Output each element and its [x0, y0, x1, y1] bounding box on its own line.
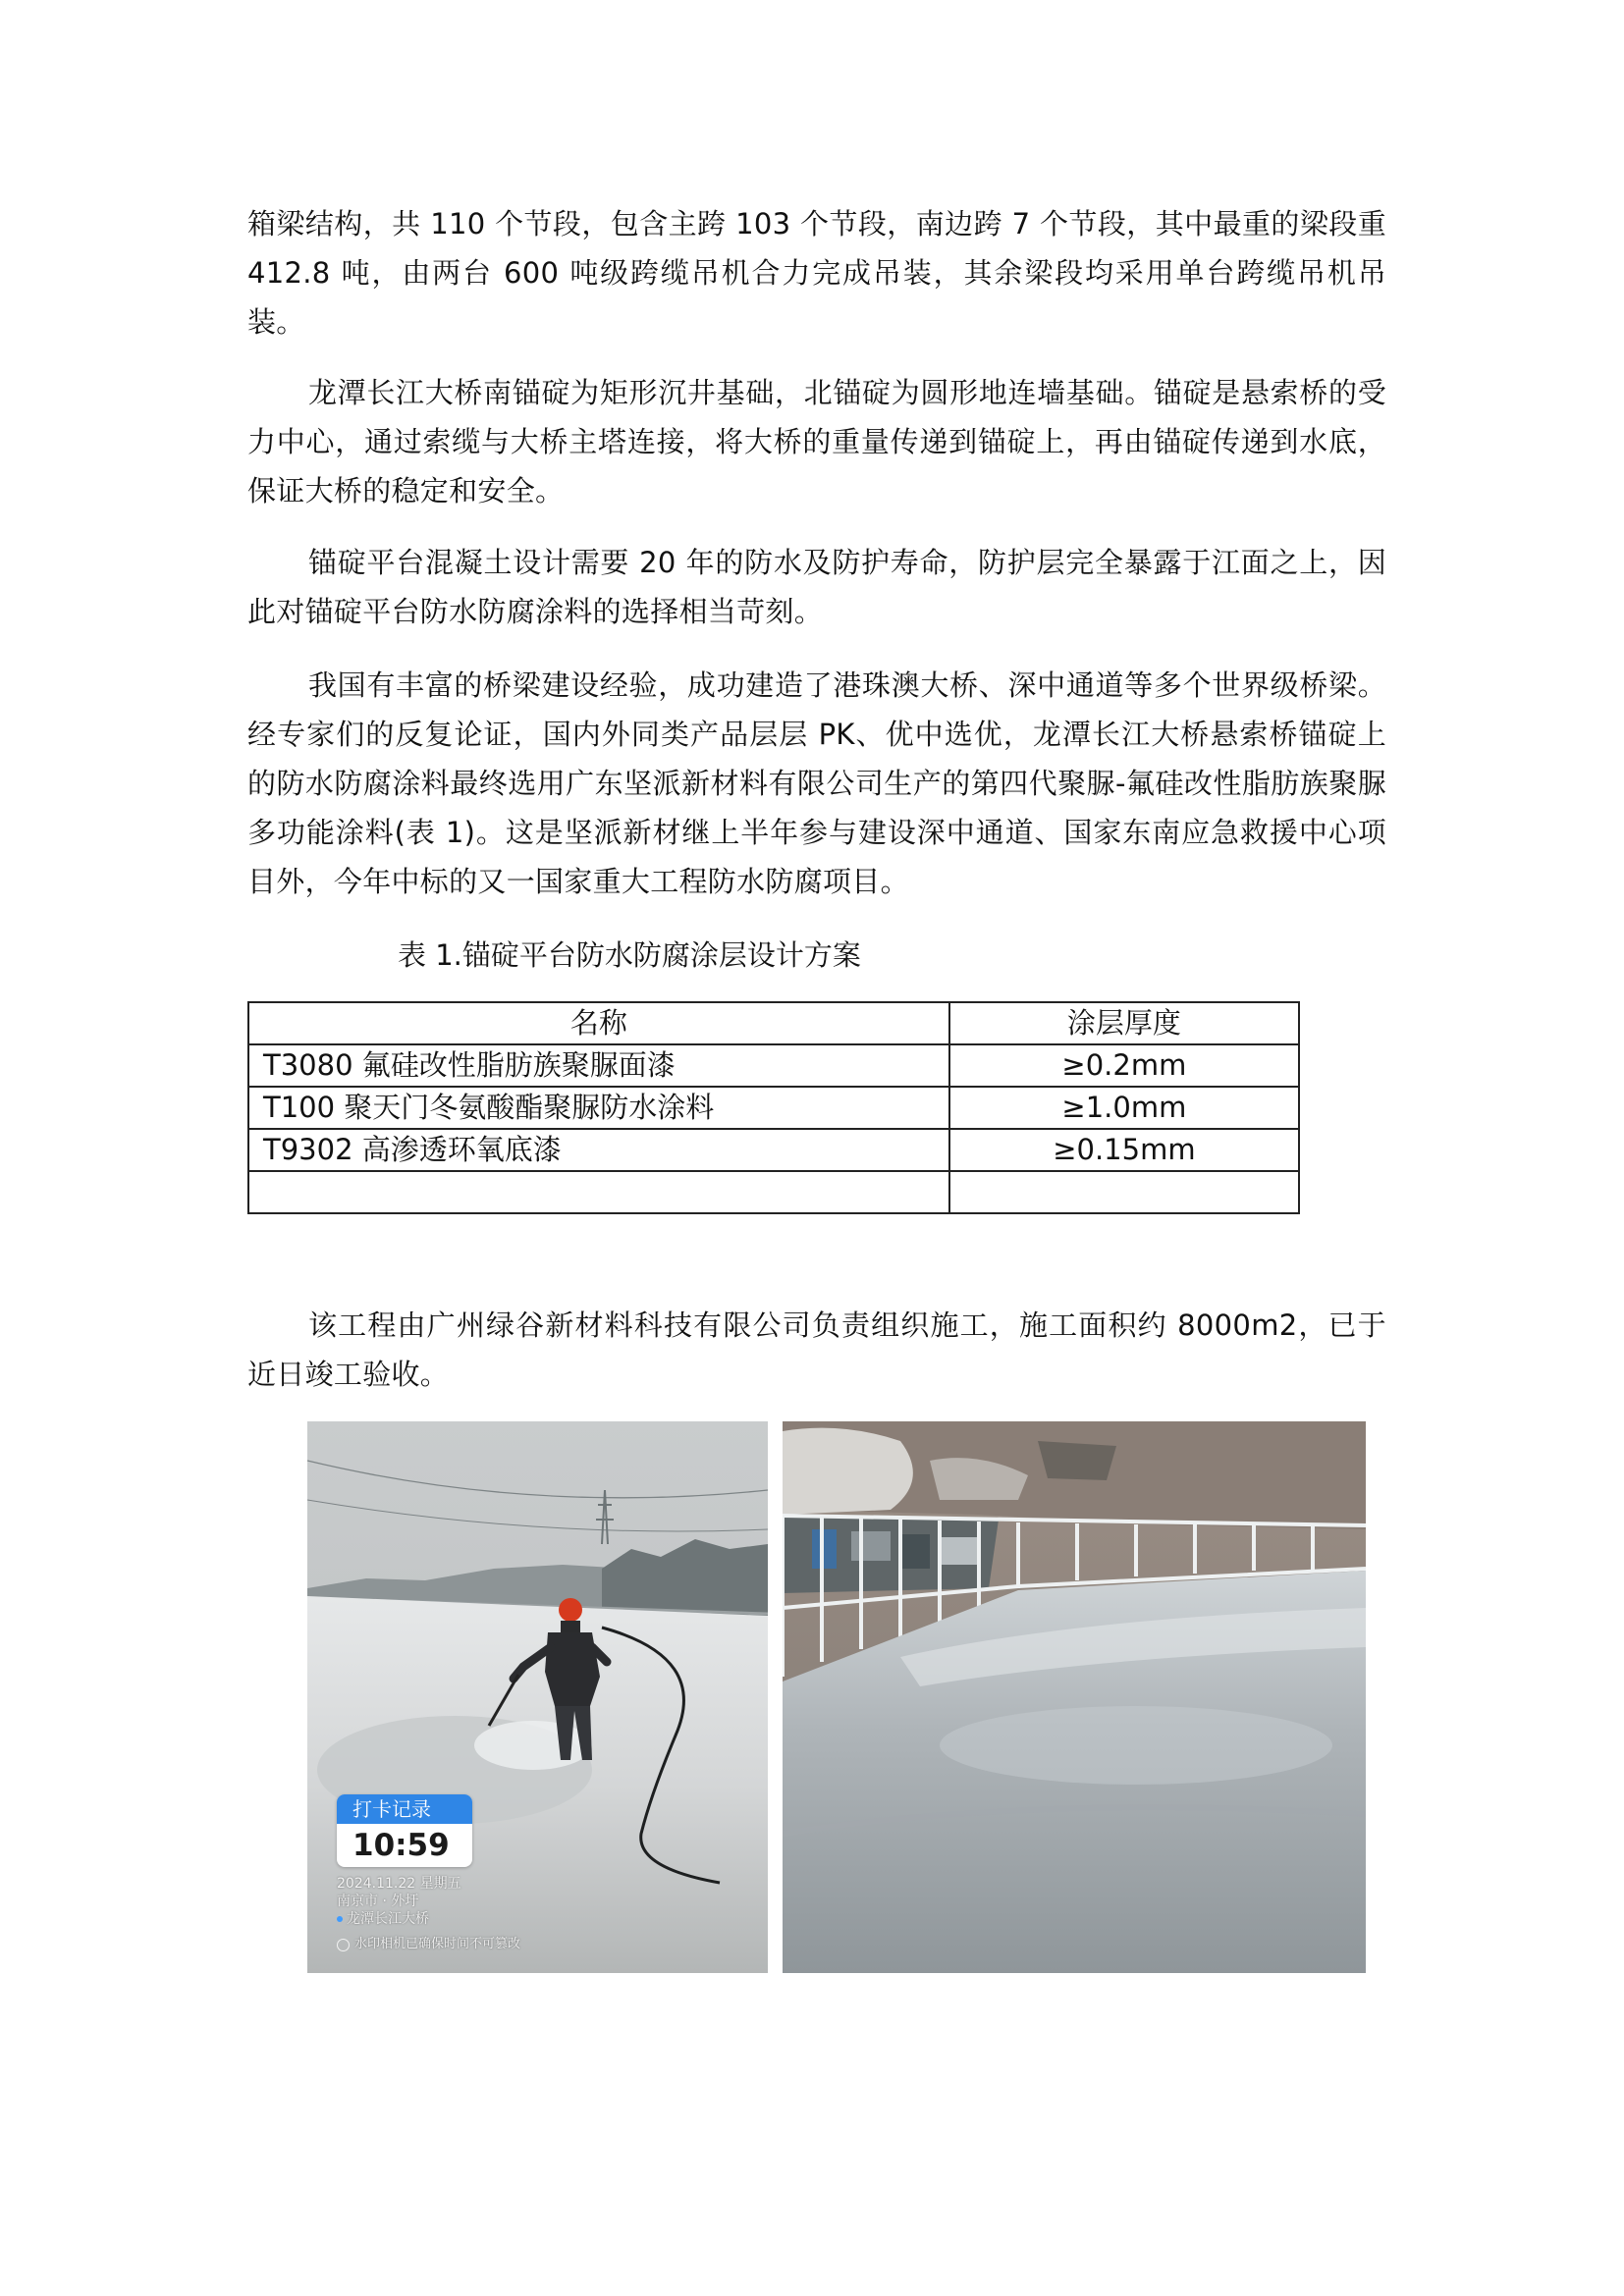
table-cell-thickness: ≥0.2mm [949, 1044, 1299, 1087]
watermark-note: 水印相机已确保时间不可篡改 [354, 1937, 521, 1951]
watermark-place: 龙潭长江大桥 [347, 1911, 429, 1927]
watermark-time: 10:59 [352, 1828, 450, 1863]
table-row-empty [248, 1171, 1299, 1213]
table-cell-name: T100 聚天门冬氨酸酯聚脲防水涂料 [248, 1087, 949, 1129]
table-row [248, 1087, 1299, 1129]
watermark-badge [337, 1794, 472, 1867]
table-cell-thickness: ≥0.15mm [949, 1129, 1299, 1171]
coating-design-table [247, 1001, 1300, 1214]
paragraph-box-girder: 箱梁结构，共 110 个节段，包含主跨 103 个节段，南边跨 7 个节段，其中最重的梁段重 412.8 吨，由两台 600 吨级跨缆吊机合力完成吊装，其余梁段均采用单台跨缆吊机吊装。 [247, 207, 1386, 339]
watermark-note-row [337, 1936, 520, 1953]
table-row [248, 1129, 1299, 1171]
watermark-date: 2024.11.22 星期五 [337, 1876, 461, 1892]
paragraph-construction: 该工程由广州绿谷新材料科技有限公司负责组织施工，施工面积约 8000m2，已于近日竣工验收。 [247, 1308, 1386, 1391]
paragraph-selection: 我国有丰富的桥梁建设经验，成功建造了港珠澳大桥、深中通道等多个世界级桥梁。经专家们的反复论证，国内外同类产品层层 PK、优中选优，龙潭长江大桥悬索桥锚碇上的防水防腐涂料最终选用广东坚派新材料有限公司生产的第四代聚脲-氟硅改性脂肪族聚脲多功能涂料(表 1)。这是坚派新材继上半年参与建设深中通道、国家东南应急救援中心项目外，今年中标的又一国家重大工程防水防腐项目。 [247, 668, 1386, 898]
table-cell-thickness [949, 1171, 1299, 1213]
table-header-name: 名称 [248, 1002, 949, 1044]
watermark-city: 南京市 · 外圩 [337, 1894, 419, 1909]
table-row [248, 1044, 1299, 1087]
table-caption: 表 1.锚碇平台防水防腐涂层设计方案 [398, 938, 861, 972]
location-pin-icon [337, 1916, 343, 1922]
photo-finished-platform-image [783, 1421, 1366, 1973]
table-cell-name: T3080 氟硅改性脂肪族聚脲面漆 [248, 1044, 949, 1087]
photo-finished-platform [783, 1421, 1366, 1973]
table-header-thickness: 涂层厚度 [949, 1002, 1299, 1044]
watermark-title: 打卡记录 [337, 1794, 472, 1824]
table-cell-thickness: ≥1.0mm [949, 1087, 1299, 1129]
table-cell-name [248, 1171, 949, 1213]
photo-worker-spraying [307, 1421, 768, 1973]
watermark-place-row [337, 1910, 429, 1928]
paragraph-design-life: 锚碇平台混凝土设计需要 20 年的防水及防护寿命，防护层完全暴露于江面之上，因此对锚碇平台防水防腐涂料的选择相当苛刻。 [247, 546, 1386, 628]
table-cell-name: T9302 高渗透环氧底漆 [248, 1129, 949, 1171]
table-header-row [248, 1002, 1299, 1044]
paragraph-anchorage: 龙潭长江大桥南锚碇为矩形沉井基础，北锚碇为圆形地连墙基础。锚碇是悬索桥的受力中心，通过索缆与大桥主塔连接，将大桥的重量传递到锚碇上，再由锚碇传递到水底，保证大桥的稳定和安全。 [247, 376, 1386, 507]
verified-icon [337, 1939, 350, 1951]
